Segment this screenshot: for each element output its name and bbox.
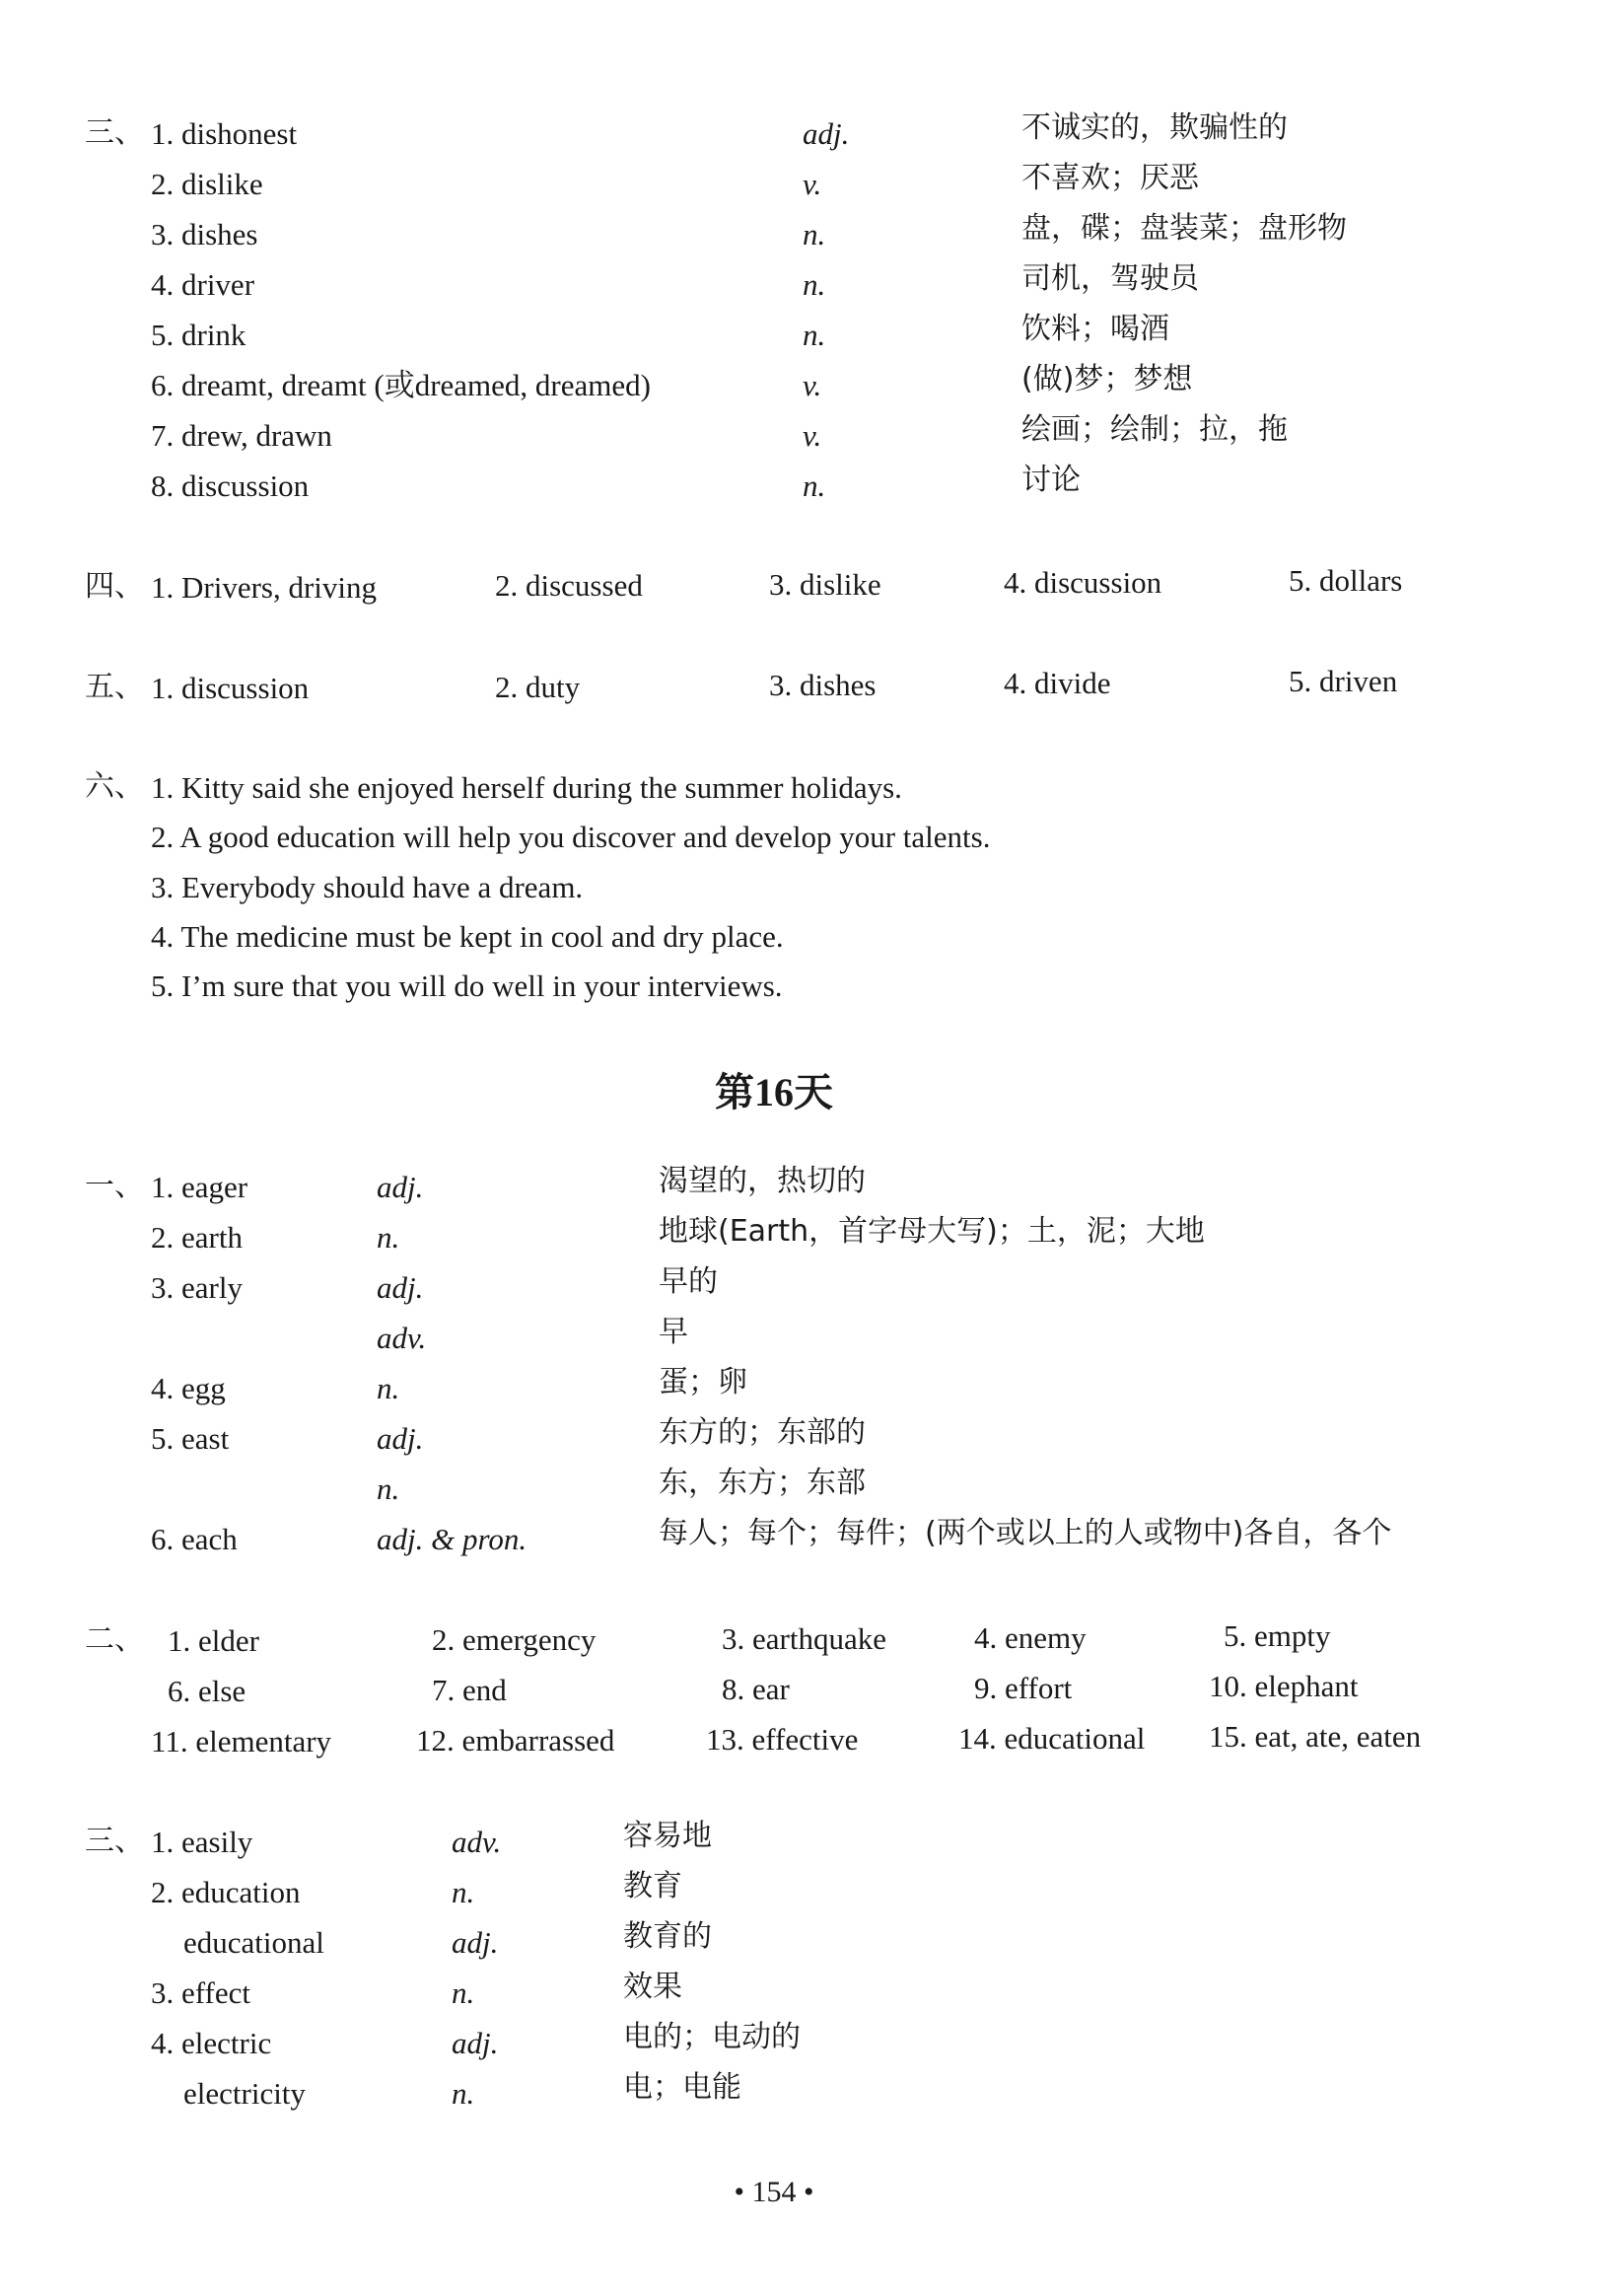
answer-item: 4. enemy (974, 1620, 1087, 1655)
section-marker-san: 三、 (85, 1824, 144, 1858)
vocab-meaning: 饮料；喝酒 (1021, 312, 1169, 346)
vocab-pos: adj. (452, 1925, 499, 1960)
vocab-word: 1. easily (151, 1825, 253, 1859)
vocab-pos: adv. (377, 1321, 427, 1355)
answer-item: 7. end (432, 1673, 507, 1707)
vocab-word: 4. driver (151, 267, 255, 302)
sentence: 4. The medicine must be kept in cool and dry place. (151, 919, 784, 954)
vocab-pos: n. (452, 2076, 475, 2111)
section-marker-er: 二、 (85, 1622, 144, 1657)
answer-item: 5. driven (1289, 664, 1398, 698)
vocab-word: 1. dishonest (151, 116, 298, 151)
vocab-pos: n. (452, 1975, 475, 2010)
vocab-word: 2. education (151, 1875, 301, 1909)
vocab-meaning: 电；电能 (623, 2070, 741, 2105)
vocab-pos: v. (803, 418, 822, 453)
vocab-meaning: 容易地 (623, 1819, 712, 1853)
answer-item: 10. elephant (1209, 1669, 1359, 1703)
page-number: • 154 • (734, 2176, 814, 2208)
vocab-word: 1. eager (151, 1170, 248, 1204)
vocab-word: electricity (183, 2076, 306, 2111)
vocab-pos: adj. (377, 1421, 424, 1456)
vocab-pos: n. (377, 1220, 400, 1255)
vocab-word: 4. electric (151, 2026, 272, 2060)
vocab-meaning: 早的 (659, 1264, 718, 1299)
vocab-meaning: 教育的 (623, 1919, 712, 1954)
sentence: 2. A good education will help you discover and develop your talents. (151, 820, 991, 854)
vocab-meaning: 盘，碟；盘装菜；盘形物 (1021, 211, 1347, 246)
answer-item: 4. divide (1004, 666, 1111, 700)
section-marker-yi: 一、 (85, 1169, 144, 1203)
section-marker-si: 四、 (85, 569, 144, 604)
answer-item: 3. dislike (769, 567, 881, 602)
vocab-meaning: 讨论 (1021, 463, 1081, 497)
sentence: 3. Everybody should have a dream. (151, 870, 584, 904)
vocab-pos: adj. (377, 1170, 424, 1204)
answer-item: 4. discussion (1004, 565, 1162, 600)
vocab-pos: n. (803, 468, 826, 503)
vocab-meaning: 绘画；绘制；拉，拖 (1021, 412, 1288, 447)
vocab-pos: adv. (452, 1825, 502, 1859)
vocab-pos: n. (803, 217, 826, 251)
vocab-pos: adj. (452, 2026, 499, 2060)
vocab-meaning: 电的；电动的 (623, 2020, 801, 2054)
answer-item: 8. ear (722, 1672, 790, 1706)
vocab-meaning: (做)梦；梦想 (1021, 362, 1193, 396)
answer-item: 1. discussion (151, 671, 310, 705)
answer-item: 5. empty (1224, 1618, 1331, 1653)
vocab-word: 5. east (151, 1421, 230, 1456)
day-title: 第16天 (715, 1070, 833, 1114)
vocab-meaning: 东方的；东部的 (659, 1415, 866, 1450)
answer-item: 2. duty (495, 670, 581, 704)
answer-item: 9. effort (974, 1671, 1073, 1705)
answer-item: 2. discussed (495, 568, 643, 603)
answer-item: 15. eat, ate, eaten (1209, 1719, 1422, 1754)
answer-item: 5. dollars (1289, 563, 1403, 598)
vocab-word: 4. egg (151, 1371, 226, 1405)
answer-item: 1. Drivers, driving (151, 570, 378, 605)
answer-item: 12. embarrassed (416, 1723, 615, 1758)
sentence: 5. I’m sure that you will do well in your interviews. (151, 969, 783, 1003)
vocab-pos: n. (803, 267, 826, 302)
vocab-meaning: 早 (659, 1315, 688, 1349)
vocab-word: 5. drink (151, 318, 246, 352)
vocab-word: 7. drew, drawn (151, 418, 332, 453)
answer-item: 6. else (168, 1674, 246, 1708)
vocab-meaning: 效果 (623, 1970, 682, 2004)
section-marker-san: 三、 (85, 115, 144, 150)
vocab-pos: adj. (377, 1270, 424, 1305)
vocab-meaning: 不喜欢；厌恶 (1021, 161, 1199, 195)
vocab-word: 2. earth (151, 1220, 243, 1255)
vocab-word: educational (183, 1925, 324, 1960)
vocab-pos: n. (377, 1471, 400, 1506)
vocab-word: 3. dishes (151, 217, 258, 251)
vocab-word: 3. early (151, 1270, 243, 1305)
vocab-word: 2. dislike (151, 167, 263, 201)
vocab-word: 6. dreamt, dreamt (或dreamed, dreamed) (151, 368, 651, 402)
vocab-word: 8. discussion (151, 468, 310, 503)
vocab-pos: adj. & pron. (377, 1522, 527, 1556)
vocab-pos: adj. (803, 116, 850, 151)
vocab-meaning: 渴望的，热切的 (659, 1164, 866, 1198)
vocab-pos: n. (803, 318, 826, 352)
vocab-meaning: 教育 (623, 1869, 682, 1903)
section-marker-liu: 六、 (85, 769, 144, 804)
answer-item: 3. dishes (769, 668, 877, 702)
answer-item: 3. earthquake (722, 1621, 886, 1656)
answer-item: 14. educational (958, 1721, 1146, 1756)
vocab-meaning: 蛋；卵 (659, 1365, 747, 1399)
vocab-meaning: 地球(Earth，首字母大写)；土，泥；大地 (659, 1214, 1205, 1249)
vocab-meaning: 不诚实的，欺骗性的 (1021, 110, 1288, 145)
section-marker-wu: 五、 (85, 670, 144, 704)
vocab-word: 6. each (151, 1522, 238, 1556)
vocab-pos: v. (803, 368, 822, 402)
vocab-meaning: 东，东方；东部 (659, 1466, 866, 1500)
sentence: 1. Kitty said she enjoyed herself during the summer holidays. (151, 770, 902, 805)
vocab-pos: n. (377, 1371, 400, 1405)
answer-item: 13. effective (706, 1722, 859, 1757)
answer-item: 11. elementary (151, 1724, 332, 1758)
vocab-meaning: 每人；每个；每件；(两个或以上的人或物中)各自，各个 (659, 1516, 1392, 1550)
vocab-pos: n. (452, 1875, 475, 1909)
answer-item: 1. elder (168, 1623, 259, 1658)
answer-item: 2. emergency (432, 1622, 597, 1657)
vocab-word: 3. effect (151, 1975, 250, 2010)
vocab-pos: v. (803, 167, 822, 201)
vocab-meaning: 司机，驾驶员 (1021, 261, 1199, 296)
